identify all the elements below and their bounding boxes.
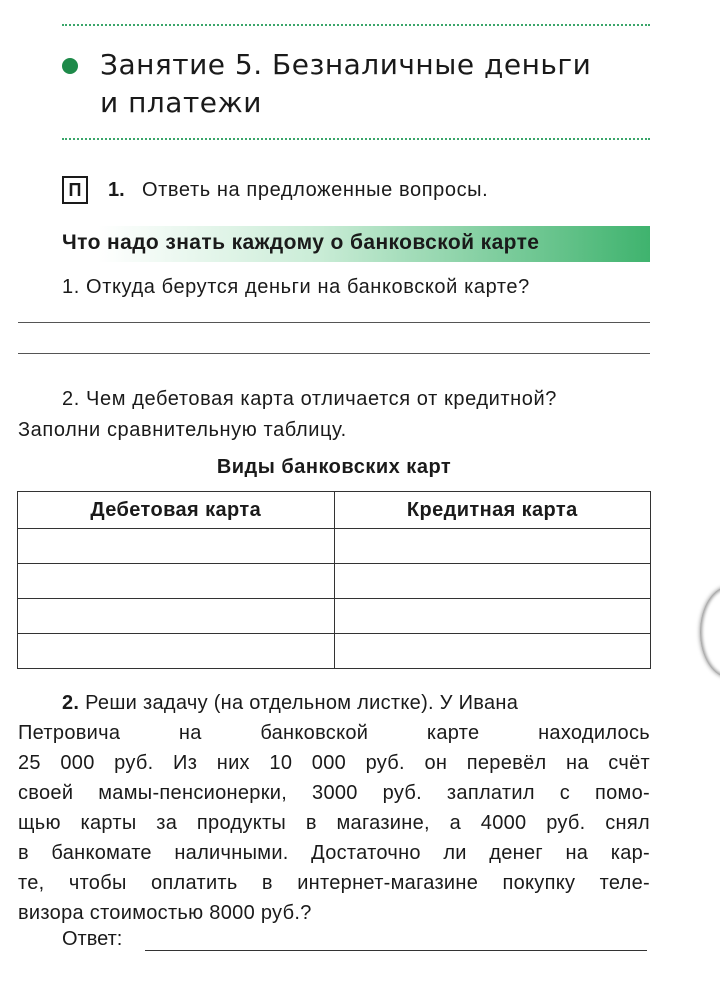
bottom-dotted-divider	[62, 138, 650, 140]
task2-line: визора стоимостью 8000 руб.?	[18, 902, 312, 924]
table-header-credit: Кредитная карта	[334, 492, 651, 529]
table-cell[interactable]	[334, 564, 651, 599]
table-title: Виды банковских карт	[216, 456, 452, 478]
answer-line-2[interactable]	[18, 353, 650, 354]
answer-input-line[interactable]	[145, 950, 647, 951]
table-cell[interactable]	[334, 634, 651, 669]
task2-line: 25 000 руб. Из них 10 000 руб. он перевёл на счёт	[18, 752, 650, 774]
table-cell[interactable]	[334, 529, 651, 564]
table-cell[interactable]	[18, 634, 335, 669]
table-row	[18, 564, 651, 599]
section-banner-text: Что надо знать каждому о банковской карте	[62, 231, 540, 254]
task1-text: Ответь на предложенные вопросы.	[142, 179, 489, 201]
task2-line: щью карты за продукты в магазине, а 4000 руб. снял	[18, 812, 650, 834]
question2-line1: 2. Чем дебетовая карта отличается от кредитной?	[62, 388, 558, 410]
task2-line: своей мамы-пенсионерки, 3000 руб. заплатил с помо-	[18, 782, 650, 804]
comparison-table	[17, 491, 651, 669]
question2-line2: Заполни сравнительную таблицу.	[18, 419, 347, 441]
answer-label: Ответ:	[62, 928, 123, 950]
task2-line: 2. Реши задачу (на отдельном листке). У Ивана	[62, 692, 519, 714]
practice-badge: П	[62, 176, 88, 204]
task2-line: в банкомате наличными. Достаточно ли денег на кар-	[18, 842, 650, 864]
task2-line: Петровича на банковской карте находилось	[18, 722, 650, 744]
table-cell[interactable]	[18, 599, 335, 634]
scroll-handle[interactable]	[700, 586, 720, 678]
table-row	[18, 599, 651, 634]
task1-number: 1.	[108, 179, 125, 201]
bullet-icon	[62, 58, 78, 74]
task2-line: те, чтобы оплатить в интернет-магазине покупку теле-	[18, 872, 650, 894]
table-row	[18, 634, 651, 669]
section-banner	[50, 226, 650, 262]
lesson-title-line1: Занятие 5. Безналичные деньги	[100, 48, 592, 81]
answer-line-1[interactable]	[18, 322, 650, 323]
question1: 1. Откуда берутся деньги на банковской карте?	[62, 276, 530, 298]
lesson-title-line2: и платежи	[100, 86, 262, 119]
task2-number: 2.	[62, 692, 80, 714]
table-cell[interactable]	[18, 529, 335, 564]
table-header-debit: Дебетовая карта	[18, 492, 335, 529]
task2-paragraph	[18, 688, 650, 928]
top-dotted-divider	[62, 24, 650, 26]
table-row	[18, 529, 651, 564]
table-cell[interactable]	[18, 564, 335, 599]
table-cell[interactable]	[334, 599, 651, 634]
